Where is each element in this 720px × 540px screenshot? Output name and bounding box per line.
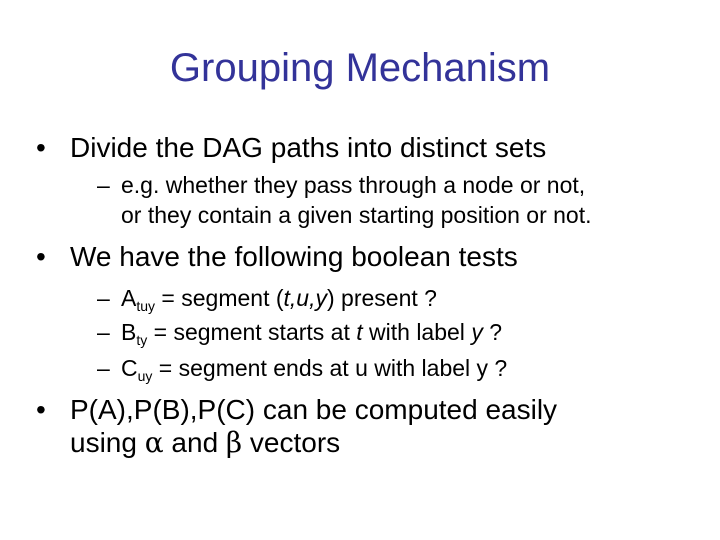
test-a-post: ) present ?: [326, 285, 437, 311]
dash-icon: –: [97, 285, 110, 311]
bullet-icon: •: [36, 394, 46, 425]
alpha-symbol: α: [144, 426, 164, 459]
sub-bullet-line-2: or they contain a given starting position or not.: [121, 202, 592, 228]
test-a-text: [121, 283, 697, 313]
bullet3-and: and: [163, 427, 226, 458]
sub-bullet-test-b: [97, 317, 697, 347]
test-a-pre: = segment (: [155, 285, 284, 311]
dash-icon: –: [97, 355, 110, 381]
slide-title: Grouping Mechanism: [169, 46, 551, 90]
dash-icon: –: [97, 319, 110, 345]
bullet-divide-paths: [36, 131, 696, 164]
sub-bullet-example: [97, 170, 697, 230]
bullet3-vectors: vectors: [242, 427, 341, 458]
test-c-subscript: uy: [137, 368, 153, 384]
dash-icon: –: [97, 172, 110, 198]
test-b-subscript: ty: [136, 332, 148, 348]
sub-bullet-text: [121, 170, 697, 230]
test-c-var: C: [121, 355, 138, 381]
test-a-subscript: tuy: [136, 298, 156, 314]
bullet-text: Divide the DAG paths into distinct sets: [70, 132, 547, 163]
test-b-var: B: [121, 319, 137, 345]
bullet-boolean-tests: [36, 240, 696, 273]
beta-symbol: β: [225, 426, 243, 459]
sub-bullet-test-c: [97, 353, 697, 383]
test-c-text: [121, 353, 697, 383]
bullet-probabilities: [36, 393, 696, 459]
test-b-y: y: [471, 319, 483, 345]
test-b-text: [121, 317, 697, 347]
test-a-var: A: [121, 285, 137, 311]
bullet-text: [70, 393, 696, 459]
bullet3-line-1: P(A),P(B),P(C) can be computed easily: [70, 394, 558, 425]
bullet-icon: •: [36, 241, 46, 272]
test-b-pre: = segment starts at: [147, 319, 357, 345]
test-b-post: ?: [482, 319, 502, 345]
test-c-rest: = segment ends at u with label y ?: [152, 355, 508, 381]
bullet-icon: •: [36, 132, 46, 163]
bullet3-using: using: [70, 427, 145, 458]
sub-bullet-line-1: e.g. whether they pass through a node or not,: [121, 172, 586, 198]
test-a-args: t,u,y: [283, 285, 327, 311]
sub-bullet-test-a: [97, 283, 697, 313]
test-b-t: t: [356, 319, 363, 345]
test-b-mid: with label: [362, 319, 472, 345]
bullet-text: We have the following boolean tests: [70, 241, 518, 272]
